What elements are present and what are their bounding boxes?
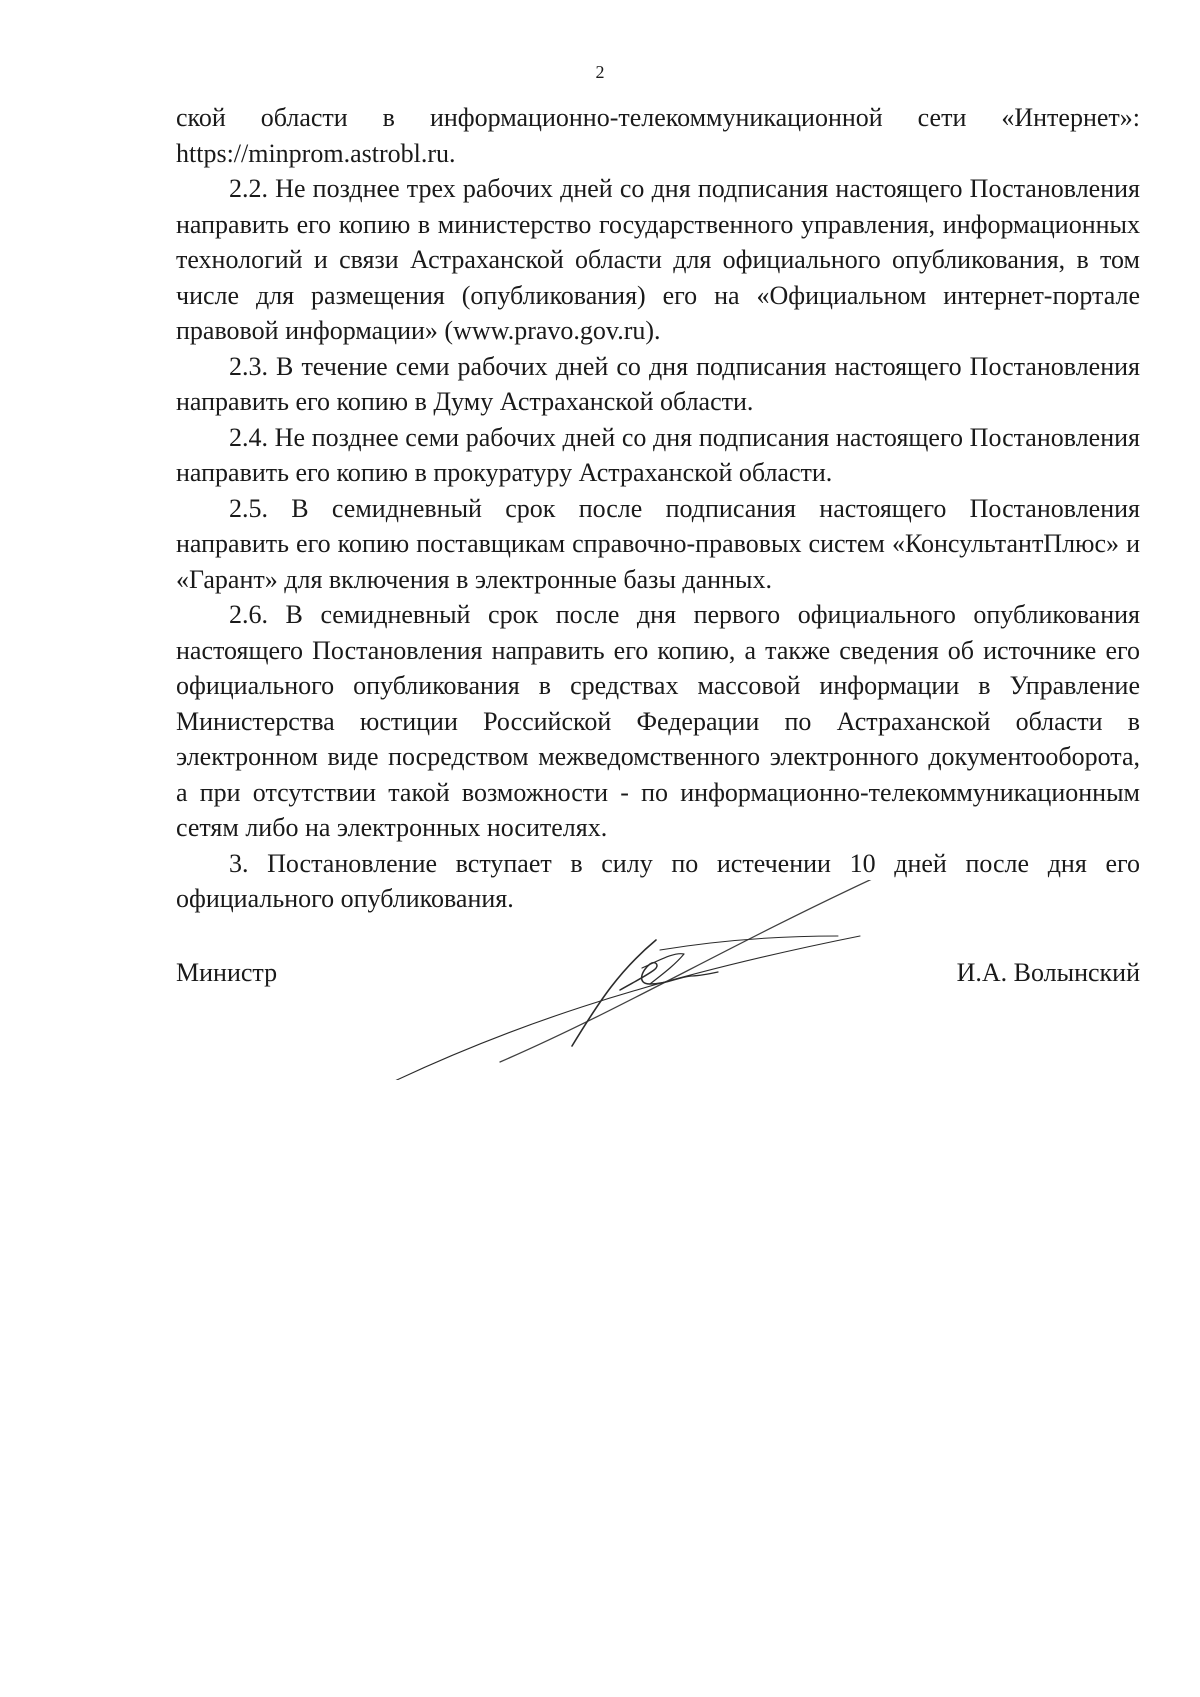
- handwritten-signature: [360, 880, 920, 1080]
- paragraph-2-2: 2.2. Не позднее трех рабочих дней со дня подписания настоящего Постановления направить его копию в министерство государственного управления, информационных технологий и связи Астраханской области для официального опубликования, в том числе для размещения (опубликования) его на «Официальном интернет-портале правовой информации» (www.pravo.gov.ru).: [176, 174, 1140, 345]
- paragraph-2-3: 2.3. В течение семи рабочих дней со дня подписания настоящего Постановления направить его копию в Думу Астраханской области.: [176, 351, 1140, 416]
- paragraph-continuation: ской области в информационно-телекоммуникационной сети «Интернет»: https://minprom.astrobl.ru.: [176, 103, 1140, 168]
- paragraph-3: 3. Постановление вступает в силу по истечении 10 дней после дня его официального опубликования.: [176, 848, 1140, 913]
- paragraph-2-4: 2.4. Не позднее семи рабочих дней со дня подписания настоящего Постановления направить его копию в прокуратуру Астраханской области.: [176, 422, 1140, 487]
- paragraph-2-6: 2.6. В семидневный срок после дня первого официального опубликования настоящего Постановления направить его копию, а также сведения об источнике его официального опубликования в средствах массовой информации в Управление Министерства юстиции Российской Федерации по Астраханской области в электронном виде посредством межведомственного электронного документооборота, а при отсутствии такой возможности - по информационно-телекоммуникационным сетям либо на электронных носителях.: [176, 600, 1140, 842]
- page-number: 2: [595, 62, 605, 82]
- signatory-title: Министр: [176, 958, 278, 987]
- paragraph-2-5: 2.5. В семидневный срок после подписания настоящего Постановления направить его копию поставщикам справочно-правовых систем «КонсультантПлюс» и «Гарант» для включения в электронные базы данных.: [176, 493, 1140, 594]
- signatory-name: И.А. Волынский: [956, 958, 1140, 987]
- document-body: [176, 100, 1140, 917]
